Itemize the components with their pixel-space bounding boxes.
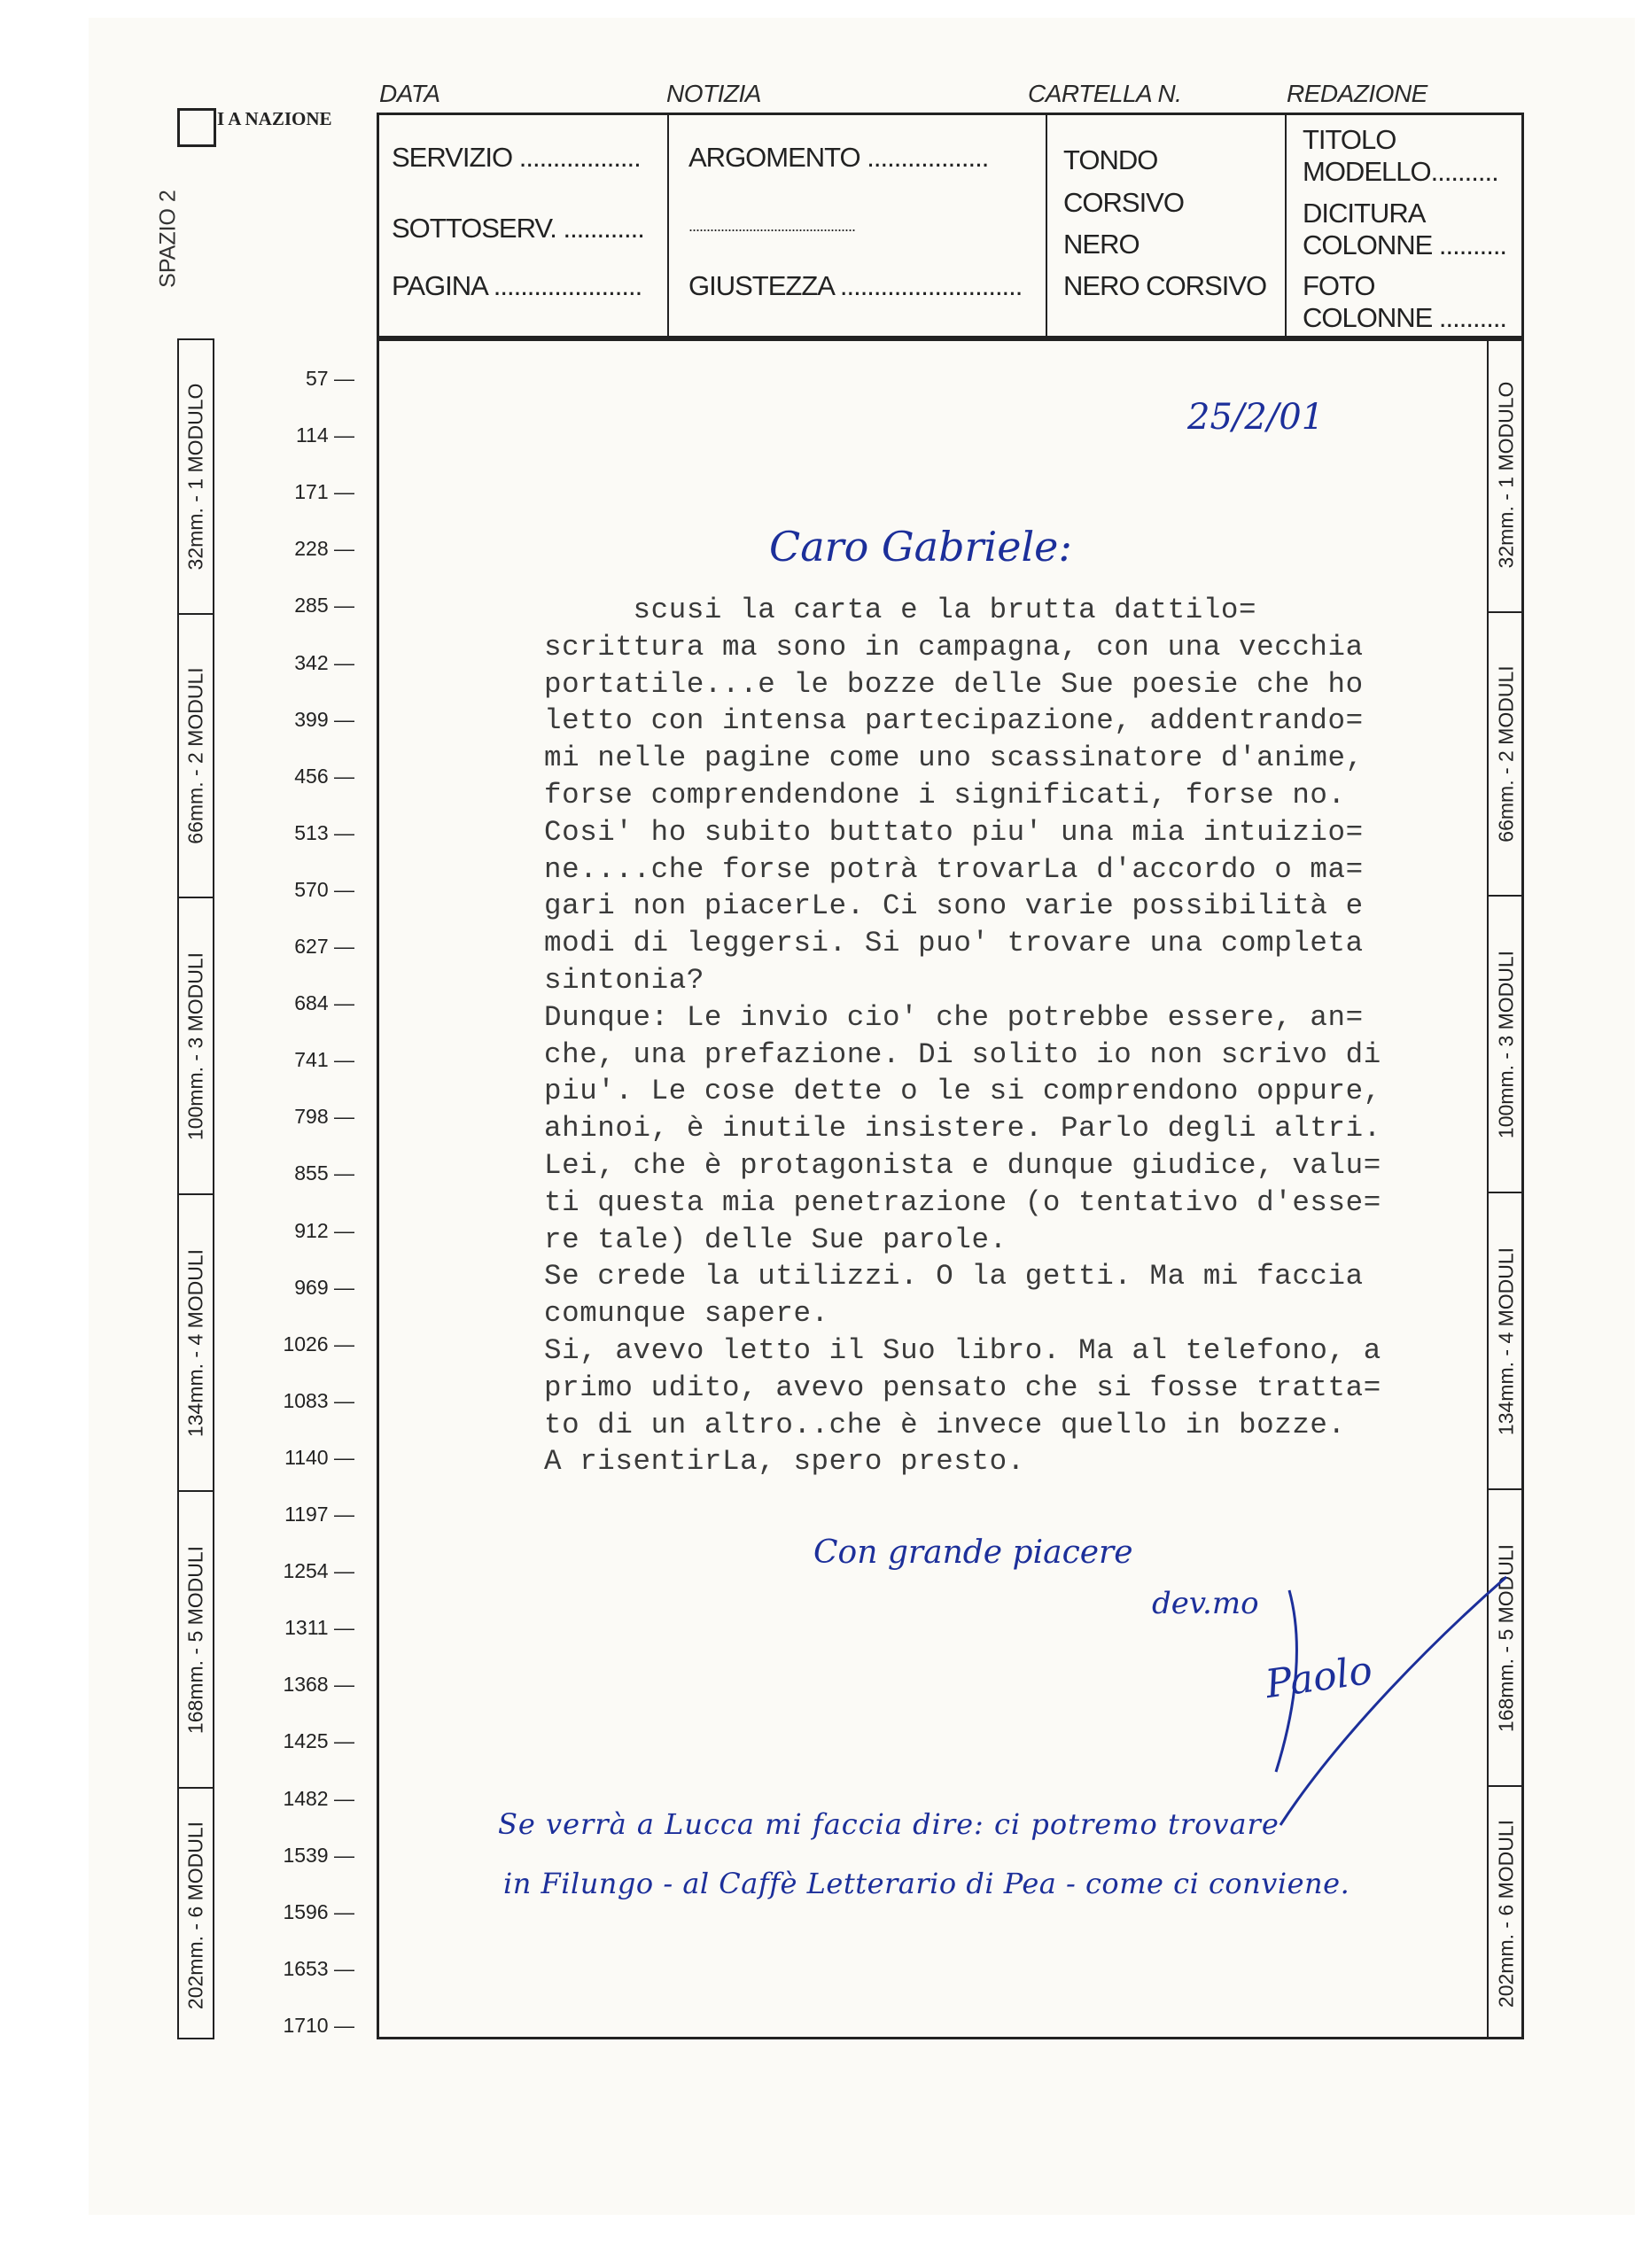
handwritten-salutation: Caro Gabriele: [769,523,1072,571]
ruler-tick: 969 — [257,1276,354,1300]
titolo-label: TITOLO [1303,124,1396,155]
letter-line: sintonia? [544,963,704,997]
ruler-tick: 855 — [257,1161,354,1185]
letter-line: forse comprendendone i significati, forse no. [544,778,1346,812]
module-label: 32mm. - 1 MODULO [1494,381,1518,569]
handwritten-devoto: dev.mo [1152,1586,1259,1621]
ruler-tick: 456 — [257,765,354,788]
ruler-tick: 1596 — [257,1900,354,1924]
notizia-label: NOTIZIA [666,80,761,107]
letter-line: Si, avevo letto il Suo libro. Ma al telefono, a [544,1333,1381,1367]
letter-line: modi di leggersi. Si puo' trovare una completa [544,927,1364,960]
letter-line: ne....che forse potrà trovarLa d'accordo o ma= [544,852,1364,886]
ruler-tick: 513 — [257,821,354,845]
ruler-tick: 285 — [257,594,354,617]
letter-line: che, una prefazione. Di solito io non scrivo di [544,1037,1381,1071]
ruler-tick: 57 — [257,367,354,391]
ruler-tick: 114 — [257,423,354,447]
letter-line: Lei, che è protagonista e dunque giudice, valu= [544,1148,1381,1182]
letter-line: ti questa mia penetrazione (o tentativo d'esse= [544,1185,1381,1219]
module-label: 168mm. - 5 MODULI [1494,1543,1518,1732]
corsivo-label: CORSIVO [1063,187,1184,218]
ruler-tick: 1653 — [257,1957,354,1981]
module-label: 66mm. - 2 MODULI [183,667,207,844]
tondo-label: TONDO [1063,144,1158,175]
ruler-tick: 1710 — [257,2014,354,2038]
letter-line: ahinoi, è inutile insistere. Parlo degli altri. [544,1112,1381,1146]
ruler-tick: 1254 — [257,1559,354,1583]
letter-line: to di un altro..che è invece quello in bozze. [544,1408,1346,1441]
module-label: 202mm. - 6 MODULI [1494,1819,1518,2008]
handwritten-closing: Con grande piacere [813,1534,1133,1571]
sottoserv-field: SOTTOSERV. ............ [392,213,644,244]
ruler-tick: 171 — [257,480,354,504]
ruler-tick: 1368 — [257,1673,354,1697]
nero-label: NERO [1063,229,1140,260]
ruler-tick: 570 — [257,878,354,902]
letter-line: portatile...e le bozze delle Sue poesie che ho [544,667,1364,701]
letter-line: A risentirLa, spero presto. [544,1445,1025,1479]
ruler-tick: 1197 — [257,1503,354,1526]
letter-line: primo udito, avevo pensato che si fosse tratta= [544,1371,1381,1404]
data-label: DATA [379,80,440,107]
module-label: 134mm. - 4 MODULI [183,1248,207,1437]
ruler-tick: 1083 — [257,1389,354,1413]
ruler-tick: 1140 — [257,1446,354,1470]
module-label: 100mm. - 3 MODULI [1494,950,1518,1138]
argomento-line: ............................................... [688,217,856,235]
module-label: 32mm. - 1 MODULO [183,383,207,571]
ruler-tick: 342 — [257,651,354,675]
ruler-tick: 798 — [257,1105,354,1129]
foto-label: FOTO [1303,270,1375,301]
giustezza-field: GIUSTEZZA ........................... [688,270,1023,301]
ruler-tick: 1539 — [257,1844,354,1868]
ruler-tick: 1311 — [257,1616,354,1640]
letter-line: scusi la carta e la brutta dattilo= [544,594,1257,626]
module-label: 134mm. - 4 MODULI [1494,1247,1518,1435]
ruler-tick: 684 — [257,991,354,1015]
ruler-tick: 1425 — [257,1729,354,1753]
handwritten-postscript-1: Se verrà a Lucca mi faccia dire: ci potremo trovare [498,1807,1280,1841]
letter-line: Cosi' ho subito buttato piu' una mia intuizio= [544,815,1364,849]
spazio-label: SPAZIO 2 [155,190,181,288]
letter-line: comunque sapere. [544,1297,829,1331]
letter-line: piu'. Le cose dette o le si comprendono oppure, [544,1075,1381,1108]
handwritten-postscript-2: in Filungo - al Caffè Letterario di Pea - come ci conviene. [503,1867,1350,1900]
letter-line: Se crede la utilizzi. O la getti. Ma mi faccia [544,1260,1364,1293]
letter-line: letto con intensa partecipazione, addentrando= [544,704,1364,738]
redazione-label: REDAZIONE [1287,80,1427,107]
module-label: 66mm. - 2 MODULI [1494,665,1518,843]
ruler-tick: 741 — [257,1048,354,1072]
colonne-field-1: COLONNE .......... [1303,229,1507,260]
argomento-field: ARGOMENTO .................. [688,142,989,173]
cartella-label: CARTELLA N. [1028,80,1182,107]
letter-line: mi nelle pagine come uno scassinatore d'anime, [544,742,1364,775]
module-label: 202mm. - 6 MODULI [183,1821,207,2009]
letter-line: Dunque: Le invio cio' che potrebbe essere, an= [544,1000,1364,1034]
modello-field: MODELLO.......... [1303,156,1498,187]
ruler-tick: 1482 — [257,1787,354,1811]
servizio-field: SERVIZIO .................. [392,142,641,173]
letter-line: gari non piacerLe. Ci sono varie possibilità e [544,889,1364,923]
pagina-field: PAGINA ...................... [392,270,642,301]
letter-line: re tale) delle Sue parole. [544,1223,1007,1256]
colonne-field-2: COLONNE .......... [1303,302,1507,333]
ruler-tick: 228 — [257,537,354,561]
dicitura-label: DICITURA [1303,198,1426,229]
module-label: 168mm. - 5 MODULI [183,1545,207,1734]
ruler-tick: 399 — [257,708,354,732]
ruler-tick: 1026 — [257,1332,354,1356]
handwritten-date: 25/2/01 [1187,397,1325,438]
module-label: 100mm. - 3 MODULI [183,951,207,1140]
letter-line: scrittura ma sono in campagna, con una vecchia [544,630,1364,664]
nero-corsivo-label: NERO CORSIVO [1063,270,1267,301]
ruler-tick: 912 — [257,1219,354,1243]
newspaper-name: I A NAZIONE [217,108,332,129]
ruler-tick: 627 — [257,935,354,959]
handwritten-signature: Paolo [1263,1647,1375,1708]
